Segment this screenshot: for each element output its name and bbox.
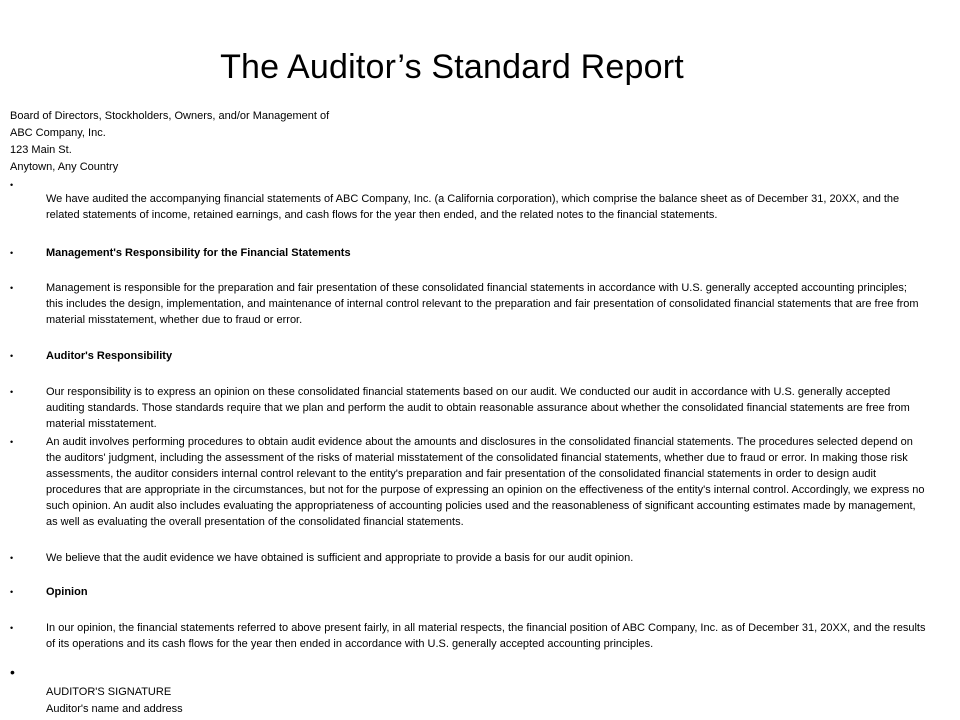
list-item xyxy=(10,280,926,328)
list-item xyxy=(10,620,926,652)
bullet-icon: • xyxy=(10,387,14,397)
signature-line: AUDITOR'S SIGNATURE xyxy=(46,686,172,698)
bullet-icon: • xyxy=(10,437,14,447)
list-item xyxy=(10,550,926,566)
list-item xyxy=(10,584,926,600)
bullet-icon: • xyxy=(10,248,14,258)
signature-block xyxy=(46,684,183,718)
management-heading: Management's Responsibility for the Financial Statements xyxy=(46,247,351,259)
addressee-line: 123 Main St. xyxy=(10,144,72,156)
bullet-icon: • xyxy=(10,351,14,361)
opinion-paragraph: In our opinion, the financial statements referred to above present fairly, in all material respects, the financial position of ABC Company, Inc. as of December 31, 20XX, and the results of its operations and its cash flows for the year then ended in accordance with U.S. generally accepted accounting principles. xyxy=(46,622,926,650)
bullet-icon: • xyxy=(10,553,14,563)
bullet-icon: • xyxy=(10,180,14,190)
addressee-line: ABC Company, Inc. xyxy=(10,127,106,139)
list-item xyxy=(10,434,926,530)
bullet-icon: • xyxy=(10,587,14,597)
list-item xyxy=(10,348,926,364)
page-title: The Auditor’s Standard Report xyxy=(220,48,684,86)
bullet-icon: • xyxy=(10,623,14,633)
management-paragraph: Management is responsible for the preparation and fair presentation of these consolidated financial statements in accordance with U.S. generally accepted accounting principles; this includes the design, implementation, and maintenance of internal control relevant to the preparation and fair presentation of consolidated financial statements that are free from material misstatement, whether due to fraud or error. xyxy=(46,282,919,326)
addressee-line: Board of Directors, Stockholders, Owners, and/or Management of xyxy=(10,110,330,122)
auditor-name-address: Auditor's name and address xyxy=(46,703,183,715)
intro-paragraph xyxy=(46,191,926,223)
bullet-icon: • xyxy=(10,664,15,680)
opinion-heading: Opinion xyxy=(46,586,88,598)
list-item xyxy=(10,245,926,261)
bullet-icon: • xyxy=(10,283,14,293)
auditor-paragraph-3: We believe that the audit evidence we have obtained is sufficient and appropriate to provide a basis for our audit opinion. xyxy=(46,552,634,564)
list-item xyxy=(10,384,926,432)
addressee-line: Anytown, Any Country xyxy=(10,161,119,173)
intro-text: We have audited the accompanying financial statements of ABC Company, Inc. (a California corporation), which comprise the balance sheet as of December 31, 20XX, and the related statements of income, retained earnings, and cash flows for the year then ended, and the related notes to the financial statements. xyxy=(46,193,900,221)
auditor-paragraph-1: Our responsibility is to express an opinion on these consolidated financial statements based on our audit. We conducted our audit in accordance with U.S. generally accepted auditing standards. Those standards require that we plan and perform the audit to obtain reasonable assurance about whether the consolidated financial statements are free from material misstatement. xyxy=(46,386,910,430)
auditor-heading: Auditor's Responsibility xyxy=(46,350,173,362)
auditor-paragraph-2: An audit involves performing procedures to obtain audit evidence about the amounts and disclosures in the consolidated financial statements. The procedures selected depend on the auditors' judgment, including the assessment of the risks of material misstatement of the consolidated financial statements, whether due to fraud or error. In making those risk assessments, the auditor considers internal control relevant to the entity's preparation and fair presentation of the consolidated financial statements in order to design audit procedures that are appropriate in the circumstances, but not for the purpose of expressing an opinion on the effectiveness of the entity's internal control. Accordingly, we express no such opinion. An audit also includes evaluating the appropriateness of accounting policies used and the reasonableness of significant accounting estimates made by management, as well as evaluating the overall presentation of the consolidated financial statements. xyxy=(46,436,925,528)
addressee-block xyxy=(10,108,329,176)
